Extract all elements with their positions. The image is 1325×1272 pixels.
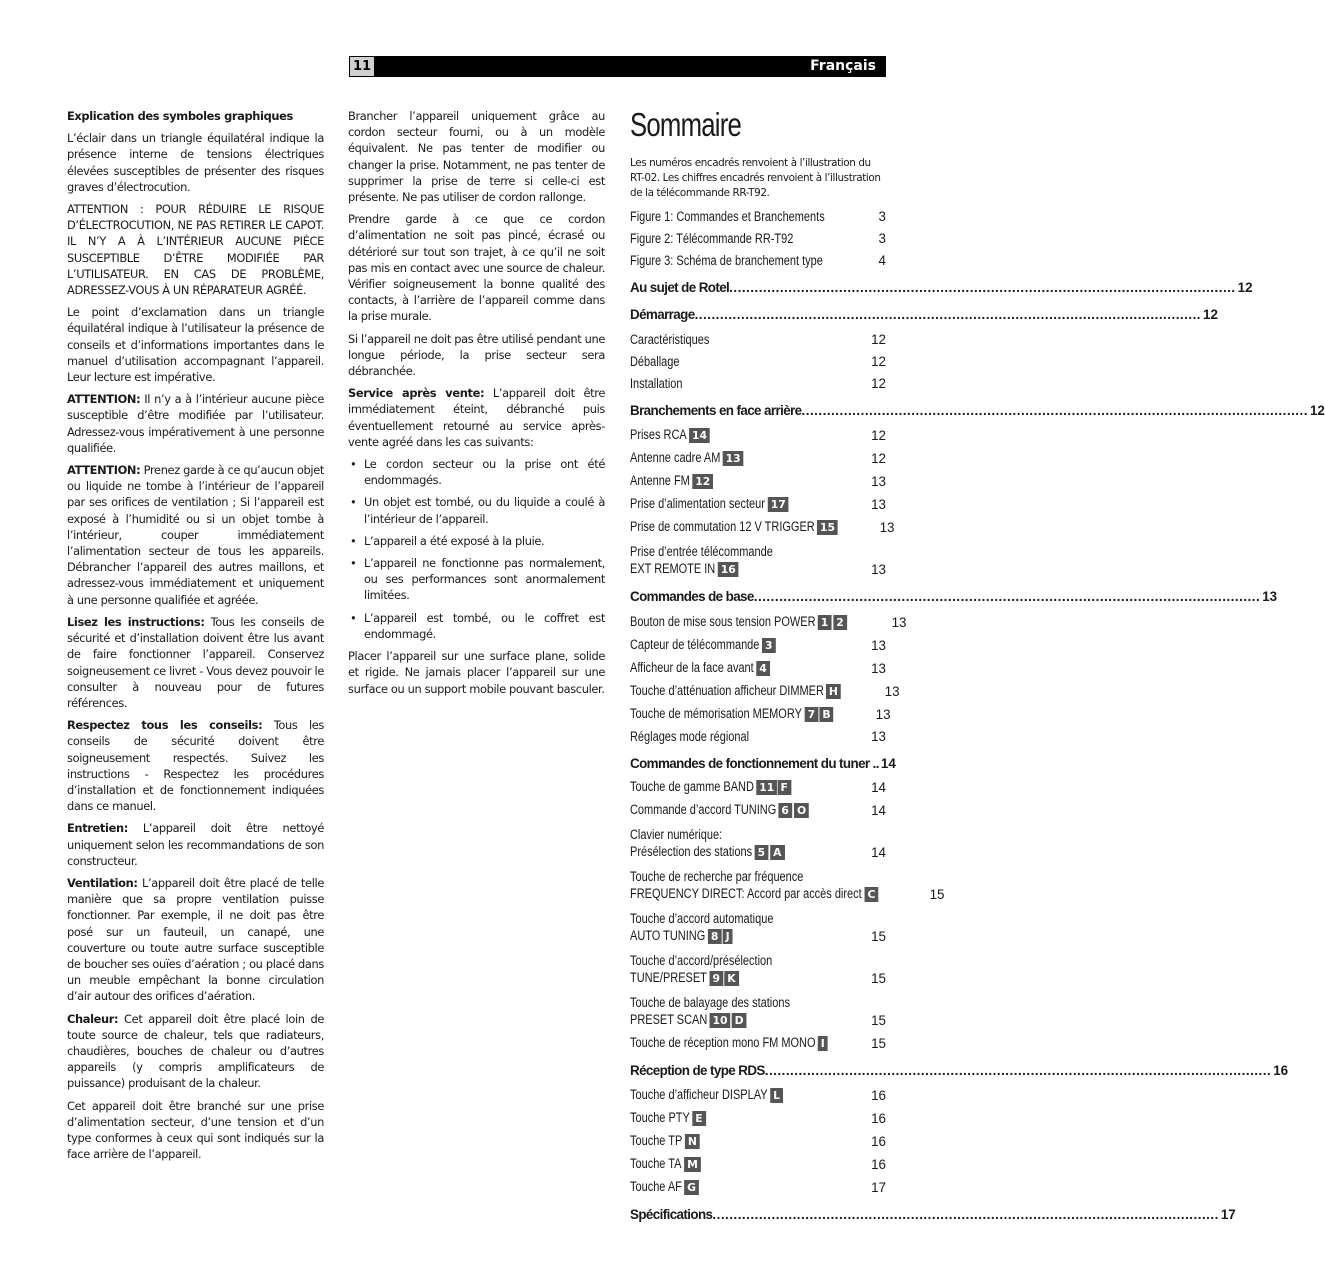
toc-entry-label-text: Touche PTY xyxy=(630,1110,690,1125)
toc-page-number: 12 xyxy=(1309,403,1325,418)
callout-number-badge: C xyxy=(864,887,878,902)
toc-page-number: 3 xyxy=(878,231,886,246)
surface-paragraph: Placer l’appareil sur une surface plane, solide et rigide. Ne jamais placer l’appareil sur une surface ou un support mobile pouvant basculer. xyxy=(348,649,605,696)
toc-entry xyxy=(630,1156,886,1172)
toc-entry-label-text: Présélection des stations xyxy=(630,844,753,859)
toc-section-entry xyxy=(630,1063,1289,1078)
toc-entry-label-text: Touche de gamme BAND xyxy=(630,779,754,794)
toc-section-entry xyxy=(630,756,896,771)
toc-entry-label xyxy=(630,1087,781,1103)
unplug-paragraph: Si l’appareil ne doit pas être utilisé pendant une longue période, la prise secteur sera débranchée. xyxy=(348,331,605,379)
toc-page-number: 14 xyxy=(871,780,886,795)
toc-title: Sommaire xyxy=(630,106,742,143)
toc-entry-label-line1: Clavier numérique: xyxy=(630,827,723,842)
toc-entry-label-text: AUTO TUNING xyxy=(630,928,706,943)
callout-number-badge: 12 xyxy=(692,474,713,489)
toc-entry-label xyxy=(630,427,707,443)
toc-page-number: 12 xyxy=(871,332,886,347)
toc-entry-label xyxy=(630,543,773,577)
toc-entry-label-text: Figure 3: Schéma de branchement type xyxy=(630,253,823,268)
callout-number-badge: 16 xyxy=(718,562,739,577)
toc-page-number: 14 xyxy=(871,803,886,818)
toc-entry-label-text: Afficheur de la face avant xyxy=(630,660,754,675)
toc-entry xyxy=(630,994,886,1028)
toc-entry-label xyxy=(630,332,709,347)
attention-lead-1: ATTENTION: xyxy=(67,392,141,407)
instructions-text: Tous les conseils de sécurité et d’installation doivent être lus avant de faire fonctionner l’appareil. Conservez soigneusement ce livret - Vous devez pouvoir le consulter à nouveau pour de futures références. xyxy=(67,614,324,710)
toc-entry-label xyxy=(630,307,695,322)
callout-number-badge: 9 xyxy=(709,971,722,986)
page-header-bar xyxy=(349,56,886,77)
list-item: • L’appareil ne fonctionne pas normalement, ou ses performances sont anormalement limitées. xyxy=(348,555,605,604)
toc-entry-label xyxy=(630,473,710,489)
toc-entry-label xyxy=(630,354,679,369)
toc-page-number: 13 xyxy=(871,497,886,512)
dot-leader: ........................................................................................................................ xyxy=(764,1063,1272,1078)
toc-entry-label-line1: Touche d’accord automatique xyxy=(630,911,774,926)
symbols-heading: Explication des symboles graphiques xyxy=(67,109,293,123)
toc-page-number: 12 xyxy=(1203,307,1218,322)
respect-paragraph xyxy=(67,717,324,814)
toc-entry xyxy=(630,450,886,466)
toc-entry-label-text: TUNE/PRESET xyxy=(630,970,707,985)
maintenance-text: L’appareil doit être nettoyé uniquement selon les recommandations de son constructeur. xyxy=(67,821,324,868)
callout-number-badge: 2 xyxy=(833,615,846,630)
toc-page-number: 13 xyxy=(891,615,907,630)
dot-leader: ........................................................................................................................ xyxy=(712,1207,1219,1222)
cord-care-paragraph: Prendre garde à ce que ce cordon d’alimentation ne soit pas pincé, écrasé ou détérioré sur tout son trajet, à ce qu’il ne soit pas mis en contact avec une source de chaleur. Vérifier soigneusement la bonne qualité des contacts, à l’arrière de l’appareil comme dans la prise murale. xyxy=(348,212,605,324)
toc-entry-label xyxy=(630,403,802,418)
callout-number-badge: K xyxy=(725,971,739,986)
callout-number-badge: 8 xyxy=(708,929,721,944)
toc-entry-label xyxy=(630,706,831,722)
toc-entry-label-text: Touche TP xyxy=(630,1133,683,1148)
dot-leader: ........................................................................................................................ xyxy=(801,403,1308,418)
toc-entry-label xyxy=(630,1133,697,1149)
toc-entry xyxy=(630,637,886,653)
toc-entry-label-text: Prise de commutation 12 V TRIGGER xyxy=(630,519,815,534)
toc-entry-label xyxy=(630,637,773,653)
toc-page-number: 15 xyxy=(871,1036,886,1051)
toc-entry-label-text: Touche de réception mono FM MONO xyxy=(630,1035,816,1050)
heat-lead: Chaleur: xyxy=(67,1011,119,1026)
toc-entry xyxy=(630,910,886,944)
toc-page-number: 13 xyxy=(871,729,886,744)
callout-number-badge: O xyxy=(794,803,809,818)
toc-entry xyxy=(630,473,886,489)
toc-page-number: 4 xyxy=(878,253,886,268)
toc-page-number: 3 xyxy=(878,209,886,224)
toc-entry xyxy=(630,779,886,795)
dot-leader: ........................................................................................................................ xyxy=(753,589,1261,604)
toc-entry xyxy=(630,209,886,224)
toc-entry xyxy=(630,802,886,818)
callout-number-badge: 10 xyxy=(710,1013,731,1028)
language-label: Français xyxy=(810,58,876,74)
toc-entry xyxy=(630,1179,886,1195)
list-item: • L’appareil est tombé, ou le coffret est endommagé. xyxy=(348,610,605,642)
toc-page-number: 15 xyxy=(929,887,945,902)
toc-entry-label xyxy=(630,589,754,604)
toc-entry xyxy=(630,1110,886,1126)
heat-paragraph xyxy=(67,1011,324,1092)
toc-page-number: 16 xyxy=(871,1111,886,1126)
toc-page-number: 14 xyxy=(880,756,896,771)
ventilation-paragraph xyxy=(67,875,324,1005)
callout-number-badge: A xyxy=(770,845,784,860)
service-lead: Service après vente: xyxy=(348,386,485,401)
toc-entry-label xyxy=(630,1035,826,1051)
dot-leader: ........................................................................................................................ xyxy=(694,307,1202,322)
toc-entry-label-text: Prises RCA xyxy=(630,427,687,442)
table-of-contents xyxy=(630,104,1325,1222)
toc-entry xyxy=(630,543,886,577)
toc-entry-label xyxy=(630,1110,703,1126)
toc-entry-label-text: Démarrage xyxy=(630,307,695,322)
toc-entry-label xyxy=(630,614,844,630)
toc-entry-label xyxy=(630,910,773,944)
toc-entry-label xyxy=(630,1207,712,1222)
toc-entry-label xyxy=(630,209,825,224)
toc-entry xyxy=(630,614,907,630)
callout-number-badge: 1 xyxy=(818,615,831,630)
cord-paragraph: Brancher l’appareil uniquement grâce au cordon secteur fourni, ou à un modèle équivalent. Ne pas tenter de modifier ou changer la prise. Notamment, ne pas tenter de supprimer la prise de terre si celle-ci est présente. Ne pas utiliser de cordon rallonge. xyxy=(348,109,605,205)
callout-number-badge: G xyxy=(684,1180,699,1195)
toc-entry-label-text: Réglages mode régional xyxy=(630,729,750,744)
toc-entry-label-text: Touche d’atténuation afficheur DIMMER xyxy=(630,683,824,698)
toc-entry-label xyxy=(630,450,740,466)
list-item: • L’appareil a été exposé à la pluie. xyxy=(348,533,605,549)
toc-entry xyxy=(630,683,900,699)
toc-entry-label-line1: Touche de recherche par fréquence xyxy=(630,869,804,884)
toc-section-entry xyxy=(630,403,1325,418)
toc-entry-label xyxy=(630,1063,765,1078)
attention-lead-2: ATTENTION: xyxy=(67,463,141,478)
callout-number-badge: J xyxy=(723,929,733,944)
toc-entry xyxy=(630,660,886,676)
callout-number-badge: E xyxy=(692,1111,705,1126)
callout-number-badge: L xyxy=(770,1088,783,1103)
maintenance-paragraph xyxy=(67,820,324,869)
toc-entry-label xyxy=(630,779,789,795)
callout-number-badge: F xyxy=(778,780,791,795)
toc-intro: Les numéros encadrés renvoient à l’illustration du RT-02. Les chiffres encadrés renvoient à l’illustration de la télécommande RR-T92. xyxy=(630,157,881,199)
toc-entry-label xyxy=(630,729,749,744)
callout-number-badge: N xyxy=(685,1134,700,1149)
toc-entry-label-text: Touche TA xyxy=(630,1156,682,1171)
dot-leader: ........................................................................................................................ xyxy=(729,280,1236,295)
toc-page-number: 13 xyxy=(871,661,886,676)
exclamation-paragraph: Le point d’exclamation dans un triangle équilatéral indique à l’utilisateur la présence de conseils et d’informations importantes dans le manuel d’utilisation accompagnant l’appareil. Leur lecture est impérative. xyxy=(67,305,324,385)
toc-entry xyxy=(630,376,886,391)
toc-entry-label-text: FREQUENCY DIRECT: Accord par accès direct xyxy=(630,886,862,901)
toc-page-number: 15 xyxy=(871,929,886,944)
toc-entry-label-text: Antenne cadre AM xyxy=(630,450,721,465)
toc-page-number: 12 xyxy=(1237,280,1253,295)
toc-entry-label xyxy=(630,802,807,818)
toc-entry xyxy=(630,427,886,443)
attention-paragraph-2 xyxy=(67,462,324,608)
toc-page-number: 13 xyxy=(871,638,886,653)
toc-page-number: 15 xyxy=(871,971,886,986)
toc-entry-label-text: Branchements en face arrière xyxy=(630,403,802,418)
toc-entry-label-text: Figure 2: Télécommande RR-T92 xyxy=(630,231,794,246)
toc-list xyxy=(630,209,1325,1222)
toc-page-number: 13 xyxy=(884,684,900,699)
toc-entry-label xyxy=(630,1179,697,1195)
toc-entry-label xyxy=(630,376,683,391)
toc-entry xyxy=(630,231,886,246)
toc-entry-label xyxy=(630,280,729,295)
ventilation-text: L’appareil doit être placé de telle manière que sa propre ventilation puisse fonctionner. Par exemple, il ne doit pas être posé sur un fauteuil, un canapé, une couverture ou toute autre surface susceptible de boucher ses ouïes d’aération ; ou placé dans un meuble empêchant la bonne circulation d’air autour des orifices d’aération. xyxy=(67,875,324,1004)
toc-entry-label-text: Spécifications xyxy=(630,1207,713,1222)
callout-number-badge: M xyxy=(684,1157,701,1172)
toc-page-number: 13 xyxy=(871,474,886,489)
instructions-lead: Lisez les instructions: xyxy=(67,614,205,629)
toc-section-entry xyxy=(630,589,1278,604)
callout-number-badge: 3 xyxy=(762,638,775,653)
toc-page-number: 17 xyxy=(1220,1207,1236,1222)
callout-number-badge: 4 xyxy=(756,661,769,676)
toc-entry-label xyxy=(630,683,839,699)
toc-entry-label-text: Bouton de mise sous tension POWER xyxy=(630,614,816,629)
toc-entry-label-text: Commandes de fonctionnement du tuner .. xyxy=(630,756,879,771)
callout-number-badge: 14 xyxy=(689,428,710,443)
callout-number-badge: 15 xyxy=(817,520,838,535)
toc-page-number: 13 xyxy=(875,707,891,722)
toc-page-number: 16 xyxy=(871,1157,886,1172)
callout-number-badge: 6 xyxy=(779,803,792,818)
toc-entry-label-text: Caractéristiques xyxy=(630,332,710,347)
toc-entry xyxy=(630,332,886,347)
toc-page-number: 13 xyxy=(871,562,886,577)
warning-caps-paragraph: ATTENTION : POUR RÉDUIRE LE RISQUE D’ÉLECTROCUTION, NE PAS RETIRER LE CAPOT. IL N’Y A À L’INTÉRIEUR AUCUNE PIÈCE SUSCEPTIBLE D’ÊTRE MODIFIÉE PAR L’UTILISATEUR. EN CAS DE PROBLÈME, ADRESSEZ-VOUS À UN RÉPARATEUR AGRÉÉ. xyxy=(67,202,324,298)
toc-entry xyxy=(630,496,886,512)
callout-number-badge: 7 xyxy=(804,707,817,722)
toc-page-number: 12 xyxy=(871,376,886,391)
callout-number-badge: D xyxy=(731,1013,746,1028)
toc-page-number: 12 xyxy=(871,428,886,443)
toc-entry-label-text: Commande d’accord TUNING xyxy=(630,802,777,817)
toc-entry-label xyxy=(630,1156,698,1172)
toc-entry xyxy=(630,952,886,986)
safety-column-2 xyxy=(348,108,605,703)
toc-page-number: 16 xyxy=(871,1134,886,1149)
list-item: • Le cordon secteur ou la prise ont été endommagés. xyxy=(348,456,605,488)
toc-entry-label-text: Réception de type RDS xyxy=(630,1063,765,1078)
toc-entry xyxy=(630,868,945,902)
toc-entry xyxy=(630,1133,886,1149)
toc-page-number: 12 xyxy=(871,451,886,466)
toc-entry-label-text: Figure 1: Commandes et Branchements xyxy=(630,209,825,224)
ventilation-lead: Ventilation: xyxy=(67,875,138,890)
toc-entry-label xyxy=(630,826,782,860)
callout-number-badge: 13 xyxy=(723,451,744,466)
list-item: • Un objet est tombé, ou du liquide a coulé à l’intérieur de l’appareil. xyxy=(348,494,605,526)
attention-text-2: Prenez garde à ce qu’aucun objet ou liquide ne tombe à l’intérieur de l’appareil par ses orifices de ventilation ; Si l’appareil est exposé à l’humidité ou si un objet tombe à l’intérieur, couper immédiatement l’alimentation secteur de tous les appareils. Débrancher l’appareil des autres maillons, et adressez-vous immédiatement et uniquement à une personne qualifiée et agréée. xyxy=(67,463,324,607)
toc-entry-label-text: Antenne FM xyxy=(630,473,690,488)
callout-number-badge: B xyxy=(820,707,834,722)
toc-page-number: 15 xyxy=(871,1013,886,1028)
toc-entry-label xyxy=(630,231,793,246)
callout-number-badge: 11 xyxy=(756,780,777,795)
toc-entry-label xyxy=(630,496,785,512)
service-bullet-list xyxy=(348,456,605,642)
heat-text: Cet appareil doit être placé loin de toute source de chaleur, tels que radiateurs, chaudières, bouches de chaleur ou d’autres appareils (y compris amplificateurs de puissance) produisant de la chaleur. xyxy=(67,1011,324,1091)
toc-page-number: 17 xyxy=(871,1180,886,1195)
callout-number-badge: H xyxy=(826,684,841,699)
toc-entry-label-text: Déballage xyxy=(630,354,680,369)
toc-entry-label-line1: Prise d’entrée télécommande xyxy=(630,544,773,559)
toc-page-number: 13 xyxy=(1262,589,1278,604)
toc-entry xyxy=(630,519,895,535)
service-text: L’appareil doit être immédiatement éteint, débranché puis éventuellement retourné au service après-vente agréé dans les cas suivants: xyxy=(348,386,605,449)
lightning-paragraph: L’éclair dans un triangle équilatéral indique la présence interne de tensions électriques élevées susceptibles de présenter des risques graves d’électrocution. xyxy=(67,131,324,194)
callout-number-badge: I xyxy=(818,1036,828,1051)
page-number: 11 xyxy=(350,57,374,76)
toc-page-number: 14 xyxy=(871,845,886,860)
toc-entry xyxy=(630,729,886,744)
toc-entry-label xyxy=(630,660,767,676)
toc-entry-label-text: Prise d’alimentation secteur xyxy=(630,496,765,511)
toc-entry-label-text: EXT REMOTE IN xyxy=(630,561,716,576)
service-paragraph xyxy=(348,385,605,450)
toc-page-number: 13 xyxy=(879,520,895,535)
power-paragraph: Cet appareil doit être branché sur une prise d’alimentation secteur, d’une tension et d’un type conformes à ceux qui sont indiqués sur la face arrière de l’appareil. xyxy=(67,1098,324,1162)
toc-entry xyxy=(630,253,886,268)
toc-entry-label-line1: Touche de balayage des stations xyxy=(630,995,790,1010)
safety-column-1 xyxy=(67,108,324,1168)
toc-entry-label-text: Capteur de télécommande xyxy=(630,637,760,652)
toc-entry-label xyxy=(630,519,835,535)
toc-entry-label-text: Touche d’afficheur DISPLAY xyxy=(630,1087,768,1102)
toc-entry xyxy=(630,354,886,369)
toc-entry xyxy=(630,826,886,860)
toc-entry-label xyxy=(630,994,790,1028)
toc-section-entry xyxy=(630,280,1253,295)
toc-page-number: 12 xyxy=(871,354,886,369)
toc-entry-label-text: Touche de mémorisation MEMORY xyxy=(630,706,802,721)
toc-entry-label-text: Au sujet de Rotel xyxy=(630,280,730,295)
attention-paragraph-1 xyxy=(67,391,324,456)
toc-entry-label-text: Commandes de base xyxy=(630,589,754,604)
toc-entry xyxy=(630,706,891,722)
toc-entry-label-text: Installation xyxy=(630,376,683,391)
toc-entry-label xyxy=(630,253,823,268)
toc-entry-label-text: Touche AF xyxy=(630,1179,682,1194)
toc-entry-label-line1: Touche d’accord/présélection xyxy=(630,953,773,968)
toc-entry xyxy=(630,1035,886,1051)
toc-page-number: 16 xyxy=(871,1088,886,1103)
toc-page-number: 16 xyxy=(1273,1063,1289,1078)
attention-text-1: Il n’y a à l’intérieur aucune pièce susceptible d’être modifiée par l’utilisateur. Adressez-vous impérativement à une personne qualifiée. xyxy=(67,392,324,455)
maintenance-lead: Entretien: xyxy=(67,821,128,836)
respect-lead: Respectez tous les conseils: xyxy=(67,718,263,733)
toc-entry-label xyxy=(630,952,772,986)
toc-entry-label xyxy=(630,868,876,902)
toc-section-entry xyxy=(630,1207,1236,1222)
toc-entry-label-text: PRESET SCAN xyxy=(630,1012,708,1027)
instructions-paragraph xyxy=(67,614,324,711)
toc-entry xyxy=(630,1087,886,1103)
toc-section-entry xyxy=(630,307,1218,322)
toc-entry-label xyxy=(630,756,879,771)
respect-text: Tous les conseils de sécurité doivent être soigneusement respectés. Suivez les instructions - Respectez les procédures d’installation et de fonctionnement indiquées dans ce manuel. xyxy=(67,718,324,814)
callout-number-badge: 5 xyxy=(755,845,768,860)
callout-number-badge: 17 xyxy=(767,497,788,512)
